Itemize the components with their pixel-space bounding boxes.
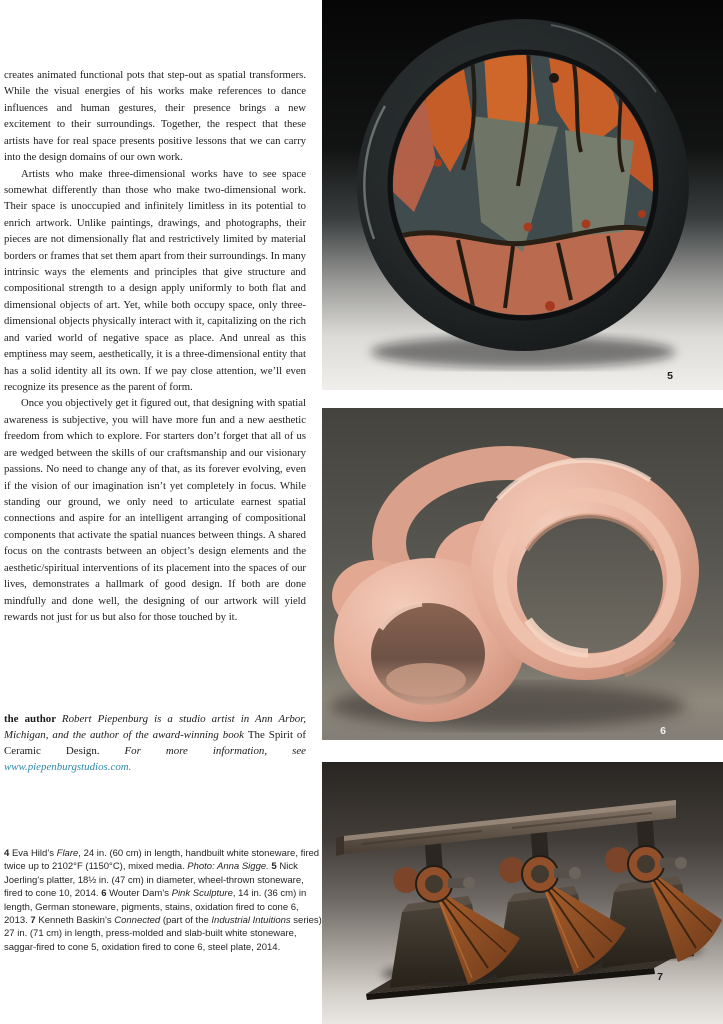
text-segment: Kenneth Baskin’s	[38, 915, 115, 927]
text-segment: Connected	[114, 915, 161, 927]
body-paragraph: Artists who make three-dimensional works have to see space somewhat differently than those who make two-dimensional work. Their space is unoccupied and infinitely limitless in its potential to enrich artwork. Unlike paintings, drawings, and photographs, their pieces are not dimensionally flat and restrictively limited by material borders or frames that set them apart from their surroundings. In many intrinsic ways the elements and principles that give structure and compositional strength to a design apply uniformly to both flat and dimensional objects of art. Yet, while both occupy space, only three-dimensional objects physically interact with it, capitalizing on the rich and varied world of negative space as place. And unreal as this emptiness may seem, aesthetically, it is a three-dimensional entity that has a solid identity all its own. If we pay close attention, we’ll even recognize its presence as the parent of form.	[4, 167, 306, 394]
figure-pink-sculpture	[322, 408, 723, 740]
figure-caption	[4, 847, 322, 954]
connected-sculpture-photo	[322, 762, 723, 1024]
text-segment: For more information, see	[124, 745, 306, 757]
text-segment: 7	[30, 915, 39, 927]
text-segment: Pink Sculpture	[171, 888, 233, 900]
text-segment: (part of the	[160, 915, 212, 927]
website-link[interactable]: www.piepenburgstudios.com.	[4, 761, 132, 773]
text-segment: 5	[271, 861, 280, 873]
body-paragraph: Once you objectively get it figured out, that designing with spatial awareness is subjective, you will have more fun and a new aesthetic freedom from which to explore. For starters don’t forget that all of us are wedged between the skills of our craftsmanship and our visionary passions. No need to change any of that, as its forever evolving, even if the vision of our imagination isn’t yet completely in focus. While standing our ground, we only need to articulate earnest spatial connections and aspire for an intelligent arranging of compositional components that activate the spatial nuances between things. A shared focus on the contrasts between an object’s design elements and the aesthetic/spiritual interventions of its placement into the spaces of our lives, demonstrates a hallmark of good design. If both are done mindfully and done well, the designing of our artwork will yield rewards not just for us but also for those touched by it.	[4, 397, 306, 623]
text-segment: , 14 in. (36 cm) in length, German stoneware, pigments, stains, oxidation fired to cone 6, 2013.	[4, 888, 307, 927]
text-segment: the author	[4, 713, 62, 725]
figure-platter	[322, 0, 723, 390]
body-text	[4, 67, 306, 625]
body-paragraph: creates animated functional pots that step-out as spatial transformers. While the visual energies of his works make references to dance influences and human gestures, their presence brings a new excitement to their surroundings. Together, the respect that these artists have for real space presents positive lessons that we can carry into the design domains of our own work.	[4, 69, 306, 164]
text-segment: Wouter Dam’s	[109, 888, 172, 900]
figure-number-label: 5	[667, 369, 673, 382]
text-segment: 4	[4, 848, 12, 859]
pink-sculpture-photo	[322, 408, 723, 740]
text-segment: Industrial Intuitions	[211, 915, 291, 927]
text-segment: Nick Joerling’s platter, 18½ in. (47 cm) in diameter, wheel-thrown stoneware, fired to cone 10, 2014.	[4, 861, 304, 900]
figure-connected-sculpture	[322, 762, 723, 1024]
text-segment: series) 27 in. (71 cm) in length, press-molded and slab-built white stoneware, saggar-fired to cone 5, oxidation fired to cone 6, steel plate, 2014.	[4, 915, 322, 953]
platter-photo	[322, 0, 723, 390]
text-segment: 6	[101, 888, 110, 900]
text-segment: The Spirit of Ceramic Design.	[4, 729, 307, 757]
figure-number-label: 7	[657, 970, 663, 983]
text-segment: Robert Piepenburg is a studio artist in Ann Arbor, Michigan, and the author of the award-winning book	[4, 713, 306, 741]
text-segment: , 24 in. (60 cm) in length, handbuilt white stoneware, fired twice up to 2102°F (1150°C), mixed media.	[4, 848, 320, 873]
figure-number-label: 6	[660, 724, 666, 737]
text-segment: Flare	[56, 848, 79, 859]
author-note	[4, 711, 306, 775]
text-segment: Photo: Anna Sigge.	[187, 861, 269, 873]
text-segment: Eva Hild’s	[11, 848, 57, 859]
